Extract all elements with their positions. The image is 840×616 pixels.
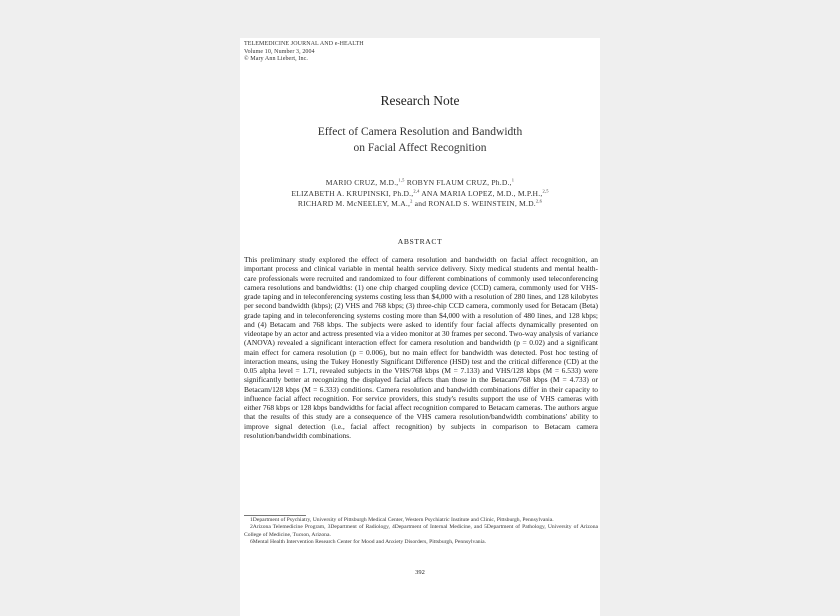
author-line-2 — [240, 189, 600, 200]
author-line-1 — [240, 178, 600, 189]
author-name: MARIO CRUZ, M.D., — [325, 178, 399, 187]
author-name: RICHARD M. McNEELEY, M.A., — [297, 199, 411, 208]
document-page — [240, 38, 600, 616]
article-title-line-1: Effect of Camera Resolution and Bandwidth — [317, 126, 523, 138]
footnotes — [244, 517, 598, 547]
author-name: ROBYN FLAUM CRUZ, Ph.D., — [406, 178, 512, 187]
abstract-heading: ABSTRACT — [397, 237, 443, 246]
footnote-divider — [244, 515, 306, 516]
author-list — [240, 178, 600, 210]
author-affiliation: 2,4 — [413, 187, 420, 193]
footnote: 6Mental Health Intervention Research Center for Mood and Anxiety Disorders, Pittsburgh, Pennsylvania. — [250, 539, 487, 546]
author-line-3 — [240, 199, 600, 210]
page-number: 392 — [415, 569, 425, 576]
article-title — [240, 124, 600, 156]
abstract-text: This preliminary study explored the effect of camera resolution and bandwidth on facial affect recognition, an important process and clinical variable in mental health service delivery. Sixty medical students and mental health-care professionals were recruited and randomized to four different combinations of commonly used teleconferencing camera resolutions and bandwidths: (1) one chip charged coupling device (CCD) camera, commonly used for VHS-grade taping and in teleconferencing systems costing less than $4,000 with a resolution of 280 lines, and 128 kilobytes per second bandwidth (kbps); (2) VHS and 768 kbps; (3) three-chip CCD camera, commonly used for Betacam (Beta) grade taping and in teleconferencing systems costing more than $4,000 with a resolution of 480 lines, and 128 kbps; and (4) Betacam and 768 kbps. The subjects were asked to identify four facial affects dynamically presented on videotape by an actor and actress presented via a video monitor at 30 frames per second. Two-way analysis of variance (ANOVA) revealed a significant interaction effect for camera resolution and bandwidth (p = 0.02) and a significant main effect for camera resolution (p = 0.006), but no main effect for bandwidth was detected. Post hoc testing of interaction means, using the Tukey Honestly Significant Difference (HSD) test and the critical difference (CD) at the 0.05 alpha level = 1.71, revealed subjects in the VHS/768 kbps (M = 7.133) and VHS/128 kbps (M = 6.533) were significantly better at recognizing the displayed facial affects than those in the Betacam/768 kbps (M = 4.733) or Betacam/128 kbps (M = 6.333) conditions. Camera resolution and bandwidth combinations differ in their capacity to influence facial affect recognition. For service providers, this study's results support the use of VHS cameras with either 768 kbps or 128 kbps bandwidths for facial affect recognition compared to Betacam cameras. The authors argue that the results of this study are a consequence of the VHS camera resolution/bandwidth combinations' ability to improve signal detection (i.e., facial affect recognition) by subjects in comparison to Betacam camera resolution/bandwidth combinations. — [244, 255, 598, 440]
section-label: Research Note — [380, 93, 460, 108]
author-affiliation: 1,5 — [398, 177, 405, 183]
author-affiliation: 2,5 — [542, 187, 549, 193]
journal-name: TELEMEDICINE JOURNAL AND e-HEALTH — [244, 41, 364, 47]
article-title-line-2: on Facial Affect Recognition — [353, 142, 487, 154]
journal-volume: Volume 10, Number 3, 2004 — [244, 48, 315, 55]
author-affiliation: 2 — [410, 198, 413, 204]
author-name: ANA MARIA LOPEZ, M.D., M.P.H., — [421, 188, 543, 198]
journal-header — [244, 41, 364, 64]
author-name: ELIZABETH A. KRUPINSKI, Ph.D., — [291, 188, 414, 198]
footnote: 1Department of Psychiatry, University of Pittsburgh Medical Center, Western Psychiatric Institute and Clinic, Pittsburgh, Pennsylvania. — [250, 517, 554, 523]
author-affiliation: 1 — [511, 177, 515, 183]
footnote: 2Arizona Telemedicine Program, 3Department of Radiology, 4Department of Internal Medicine, and 5Department of Pathology, University of Arizona College of Medicine, Tucson, Arizona. — [244, 524, 598, 538]
author-affiliation: 2,6 — [535, 198, 543, 204]
journal-copyright: © Mary Ann Liebert, Inc. — [244, 56, 308, 63]
author-name: and RONALD S. WEINSTEIN, M.D. — [414, 199, 536, 208]
